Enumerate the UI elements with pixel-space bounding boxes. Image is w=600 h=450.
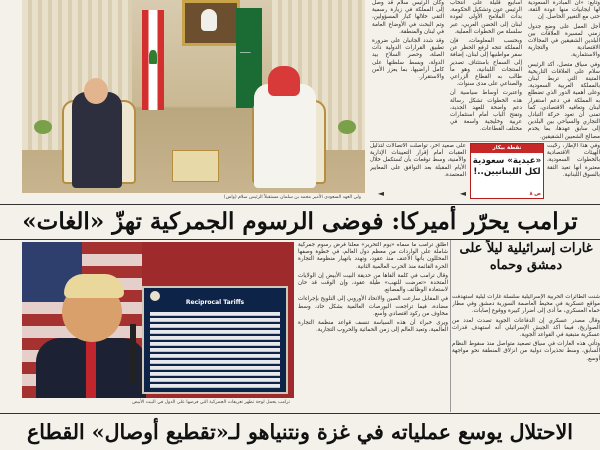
paragraph: وفي هذا الإطار، رحّبت الهيئات الاقتصادية بالخطوات السعودية، معتبرة أنها تعيد الثقة بالسوق اللبنانية. <box>547 143 600 178</box>
paragraph: شنت الطائرات الحربية الإسرائيلية سلسلة غارات ليلية استهدفت مواقع عسكرية في محيط العاصمة السورية دمشق وفي مطار حماه العسكري، ما أدى إلى أضرار كبيرة ووقوع إصابات. <box>452 294 600 315</box>
divider <box>0 204 600 205</box>
paragraph: وقال ترامب في كلمة ألقاها من حديقة البيت الأبيض إن الولايات المتحدة «تعرضت للنهب» طيلة عقود، وإن الوقت قد حان لاستعادة الوظائف والمصانع. <box>298 272 448 294</box>
paragraph: ويرى خبراء أن هذه السياسة تنسف قواعد منظمة التجارة العالمية، وتعيد العالم إلى زمن الحمائية والحروب التجارية. <box>298 320 448 334</box>
lower-right-text <box>547 143 600 199</box>
tariff-board-title: Reciprocal Tariffs <box>185 299 245 306</box>
person-tie <box>86 342 96 398</box>
paragraph: أسابيع قليلة على انتخاب الرئيس عون وتشكيل الحكومة، بدأت الملامح الأولى لعودة لبنان إلى الحضن العربي، عبر سلسلة من الخطوات العملية. <box>450 0 522 35</box>
paragraph: وتأتي هذه الغارات في سياق تصعيد متواصل منذ سقوط النظام السابق، وسط تحذيرات دولية من انزلاق المنطقة نحو مواجهة أوسع. <box>452 341 600 362</box>
text-column <box>372 0 444 140</box>
paragraph: وفي سياق متصل، أكد الرئيس سلام على العلاقات التاريخية المتينة التي تربط لبنان بالمملكة العربية السعودية، وعلى أهمية الدور الذي تضطلع به المملكة في دعم استقرار لبنان وتعافيه الاقتصادي، كما تمنى أن تعود حركة التبادل التجاري والسياحي بين البلدين إلى سابق عهدها، بما يخدم مصالح الشعبين الشقيقين. <box>528 61 600 140</box>
text-column <box>450 0 522 140</box>
side-story-text <box>452 294 600 410</box>
paragraph: في المقابل سارعت الصين والاتحاد الأوروبي إلى التلويح بإجراءات مضادة، فيما تراجعت البورصات العالمية بشكل حاد، وسط مخاوف من ركود اقتصادي واسع. <box>298 296 448 317</box>
top-story-text <box>370 0 600 140</box>
seal-icon <box>150 291 160 301</box>
paragraph: وكان الرئيس سلام قد وصل إلى المملكة في زيارة رسمية التقى خلالها كبار المسؤولين، وتم البحث في الأوضاع العامة في لبنان والمنطقة. <box>372 0 444 35</box>
side-headline[interactable]: غارات إسرائيلية ليلاً على دمشق وحماه <box>459 241 593 273</box>
center-table <box>172 150 219 182</box>
plant-icon <box>338 120 356 134</box>
promo-box[interactable] <box>470 143 544 199</box>
divider <box>370 141 600 142</box>
lower-left-text <box>370 143 466 191</box>
king-portrait <box>182 0 240 46</box>
paragraph: على صعيد آخر، تواصلت الاتصالات لتذليل العقبات أمام إقرار التعيينات الإدارية والأمنية، وسط توقعات بأن تُستكمل خلال الأيام المقبلة بعد التوافق على المعايير المعتمدة. <box>370 143 466 178</box>
divider <box>450 240 451 412</box>
text-column <box>528 0 600 140</box>
person-hair <box>64 274 124 298</box>
mid-photo-caption: ترامب يحمل لوحة تظهر تعريفات الجمركية التي فرضها على الدول في البيت الأبيض <box>132 400 290 405</box>
paragraph: وقد شدد الجانبان على ضرورة تطبيق القرارات الدولية ذات الصلة، وحصر السلاح بيد الدولة، وبسط سلطتها على كامل أراضيها، بما يعزز الأمن والاستقرار. <box>372 38 444 81</box>
promo-tag: نقطة بيكار <box>471 144 543 153</box>
bottom-headline[interactable]: الاحتلال يوسع عملياته في غزة ونتنياهو لـ«تقطيع أوصال» القطاع <box>27 420 573 444</box>
paragraph: وتابع: «أن المبادرة السعودية لها ايجابيات منها عودة الثقة، حتى مع التغيير الحاصل. إن <box>528 0 600 21</box>
paragraph: اطلق ترامب ما سماه «يوم التحرير» معلناً فرض رسوم جمركية شاملة على الواردات من معظم دول العالم، في خطوة وصفها المحللون بأنها الأعنف منذ عقود، وتهدد بانهيار منظومة التجارة الحرة القائمة منذ الحرب العالمية الثانية. <box>298 242 448 270</box>
trump-tariffs-photo <box>22 242 294 398</box>
paragraph: أجل العمل على وضع جدول زمني لمسيرة العلاقات بين البلدين الشقيقين في المجالات الاقتصادية والتجارية والاستثمارية. <box>528 23 600 59</box>
divider <box>0 413 600 414</box>
person-right <box>254 84 316 188</box>
top-news-photo <box>22 0 365 193</box>
promo-title: «عيدية» سعودية لكل اللبنانيين..! <box>472 156 542 177</box>
plant-icon <box>34 120 52 134</box>
person-right-headdress <box>268 66 300 96</box>
paragraph: وبحسب المعلومات، فإن المملكة تتجه لرفع الحظر عن سفر مواطنيها إلى لبنان، إضافة إلى السماح باستئناف تصدير المنتجات اللبنانية، وهو ما طالب به القطاع الزراعي والصناعي على مدى سنوات. <box>450 38 522 88</box>
continue-arrow-icon: ◄ <box>377 190 384 198</box>
continue-arrow-icon: ◄ <box>459 190 466 198</box>
main-headline[interactable]: ترامب يحرّر أميركا: فوضى الرسوم الجمركية تهزّ «الغات» <box>22 208 578 235</box>
lebanon-flag-icon <box>142 10 164 110</box>
person-left-head <box>84 78 108 104</box>
paragraph: وقال مصدر عسكري إن الدفاعات الجوية تصدت لعدد من الصواريخ، فيما أكد الجيش الإسرائيلي أنه استهدف قدرات عسكرية متبقية في القواعد الجوية. <box>452 317 600 339</box>
tariff-board <box>142 286 288 394</box>
side-story-header <box>452 240 600 292</box>
person-left <box>72 92 122 188</box>
paragraph: واعتبرت أوساط سياسية أن هذه الخطوات تشكل رسالة دعم واضحة للعهد الجديد، وتفتح الباب أمام استثمارات عربية وخليجية واسعة في مختلف القطاعات. <box>450 90 522 133</box>
top-photo-caption: ولي العهد السعودي الأمير محمد بن سلمان مستقبلاً الرئيس سلام (واس) <box>22 193 365 202</box>
tariff-table <box>150 312 280 388</box>
tariff-story-text <box>298 242 448 406</box>
promo-page-ref: ص ٨ <box>529 191 541 197</box>
microphone-icon <box>130 324 136 384</box>
